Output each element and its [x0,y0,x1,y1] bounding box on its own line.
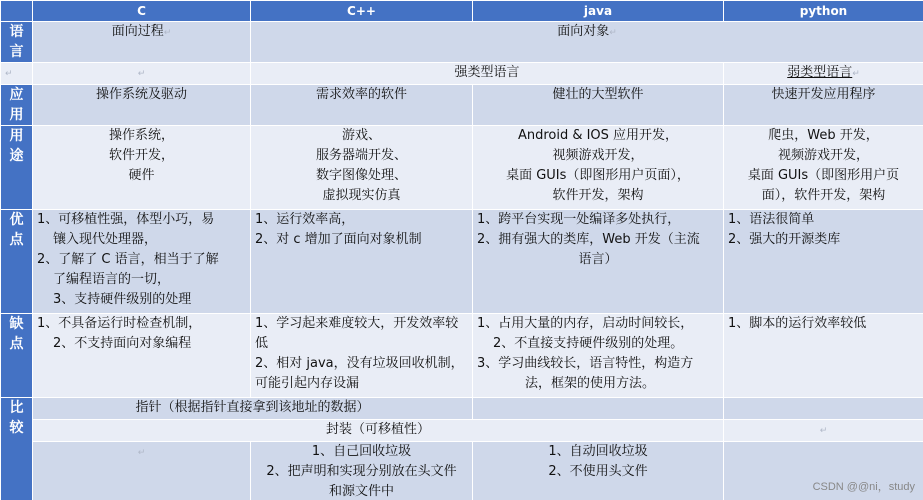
compare-line: 和源文件中 [328,484,394,499]
cell-weak-typing [724,63,923,85]
row-label-char: 点 [9,232,24,248]
pros-line: 1、语法很简单 [728,212,815,227]
usage-line: Android & IOS 应用开发， [517,128,679,143]
cell-c-gc-empty [33,442,251,500]
header-java: java [473,1,724,22]
cons-line: 3、学习曲线较长，语言特性，构造方 [477,356,694,371]
usage-line: 视频游戏开发， [552,148,644,163]
procedural-text: 面向过程 [111,24,164,39]
usage-line: 虚拟现实仿真 [322,188,401,203]
pros-line: 3、支持硬件级别的处理 [53,292,192,307]
row-label-char: 较 [9,420,24,436]
row-label-cons [1,314,33,398]
row-label-compare [1,398,33,500]
pros-line: 镶入现代处理器， [53,232,158,247]
compare-line: 1、自己回收垃圾 [311,444,412,459]
row-label-language [1,22,33,63]
pros-line: 2、了解了 C 语言，相当于了解 [37,252,219,267]
watermark: CSDN @@ni，study [812,481,915,493]
row-label-usage [1,126,33,210]
header-c: C [33,1,251,22]
paragraph-mark: ↵ [609,28,617,38]
pros-line: 语言） [578,252,618,267]
cons-line: 法，框架的使用方法。 [525,376,656,391]
usage-line: 操作系统， [108,128,174,143]
usage-line: 桌面 GUIs（即图形用户页面）， [506,168,690,183]
paragraph-mark: ↵ [852,69,860,79]
cons-line: 可能引起内存设漏 [255,376,360,391]
pros-line: 1、跨平台实现一处编译多处执行， [477,212,681,227]
usage-line: 软件开发，架构 [552,188,644,203]
cell-java-usage [473,126,724,210]
cell-cpp-usage [251,126,473,210]
row-label-char: 用 [9,107,24,123]
row-pros [1,210,923,314]
usage-line: 硬件 [128,168,155,183]
compare-line: 2、把声明和实现分别放在头文件 [266,464,457,479]
row-label-char: 语 [9,24,24,40]
cell-c-cons [33,314,251,398]
cell-oop [251,22,923,63]
usage-line: 桌面 GUIs（即图形用户页 [747,168,900,183]
cell-cpp-gc [251,442,473,500]
cell-c-typing [33,63,251,85]
header-python: python [724,1,923,22]
row-label-pros [1,210,33,314]
cell-java-application: 健壮的大型软件 [473,85,724,126]
row-label-char: 点 [9,336,24,352]
cell-encapsulation: 封装（可移植性） [33,420,724,442]
cons-line: 低 [255,336,269,351]
cons-line: 2、相对 java，没有垃圾回收机制， [255,356,464,371]
row-label-char: 用 [9,128,24,144]
cons-line: 1、学习起来难度较大，开发效率较 [255,316,459,331]
row-label-char: 言 [9,44,24,60]
row-label-char: 比 [9,400,24,416]
row-label-char: 应 [9,87,24,103]
header-cpp: C++ [251,1,473,22]
cell-python-usage [724,126,923,210]
cons-line: 2、不直接支持硬件级别的处理。 [493,336,684,351]
header-row [1,1,923,22]
row-label-char: 缺 [9,316,24,332]
row-label-application [1,85,33,126]
cell-python-pros [724,210,923,314]
pros-line: 1、可移植性强，体型小巧，易 [37,212,215,227]
cell-pointer: 指针（根据指针直接拿到该地址的数据） [33,398,473,420]
pros-line: 2、拥有强大的类库，Web 开发（主流 [477,232,700,247]
cell-python-application: 快速开发应用程序 [724,85,923,126]
cell-python-encapsulation-empty [724,420,923,442]
paragraph-mark: ↵ [163,28,172,38]
cell-c-application: 操作系统及驱动 [33,85,251,126]
cell-c-usage [33,126,251,210]
row-typing [1,63,923,85]
cell-strong-typing [251,63,724,85]
strong-typing-text: 强类型语言 [454,65,520,80]
header-blank [1,1,33,22]
usage-line: 游戏、 [341,128,381,143]
cons-line: 1、不具备运行时检查机制， [37,316,202,331]
usage-line: 爬虫，Web 开发， [768,128,879,143]
row-label-char: 优 [9,212,24,228]
weak-typing-text: 弱类型语言 [787,65,853,80]
usage-line: 视频游戏开发， [777,148,869,163]
cell-python-pointer-empty [724,398,923,420]
row-label-char: 途 [9,148,24,164]
paragraph-mark: ↵ [137,69,146,79]
pros-line: 1、运行效率高， [255,212,355,227]
cell-java-pointer-empty [473,398,724,420]
pros-line: 2、对 c 增加了面向对象机制 [255,232,422,247]
row-cons [1,314,923,398]
cell-c-procedural [33,22,251,63]
compare-line: 1、自动回收垃圾 [548,444,648,459]
row-compare-pointer [1,398,923,420]
usage-line: 软件开发， [108,148,174,163]
paragraph-mark: ↵ [5,69,13,79]
cons-line: 1、脚本的运行效率较低 [728,316,867,331]
row-usage [1,126,923,210]
cell-java-pros [473,210,724,314]
cell-c-pros [33,210,251,314]
cell-cpp-pros [251,210,473,314]
usage-line: 数字图像处理、 [315,168,407,183]
cell-python-cons [724,314,923,398]
paragraph-mark: ↵ [819,426,828,436]
cons-line: 1、占用大量的内存，启动时间较长， [477,316,694,331]
cell-java-gc [473,442,724,500]
row-application [1,85,923,126]
cons-line: 2、不支持面向对象编程 [53,336,192,351]
usage-line: 服务器端开发、 [315,148,407,163]
row-label-typing [1,63,33,85]
usage-line: 面），软件开发，架构 [761,188,886,203]
compare-line: 2、不使用头文件 [548,464,648,479]
pros-line: 2、强大的开源类库 [728,232,841,247]
cell-java-cons [473,314,724,398]
row-compare-encapsulation [1,420,923,442]
oop-text: 面向对象 [557,24,610,39]
cell-cpp-cons [251,314,473,398]
row-language [1,22,923,63]
cell-cpp-application: 需求效率的软件 [251,85,473,126]
row-compare-gc [1,442,923,500]
pros-line: 了编程语言的一切， [53,272,171,287]
paragraph-mark: ↵ [137,448,146,458]
